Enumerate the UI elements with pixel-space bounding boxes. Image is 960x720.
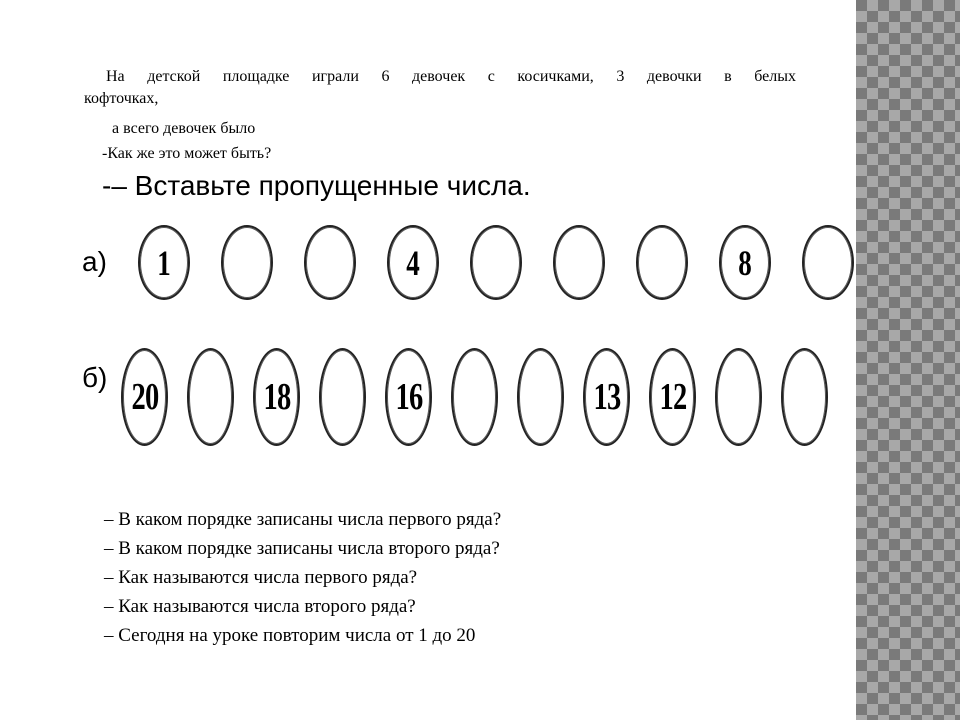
number-circle <box>517 348 564 446</box>
question-2: – В каком порядке записаны числа второго ряда? <box>104 538 500 559</box>
circle-number: 13 <box>593 376 620 418</box>
story-riddle-line: -Как же это может быть? <box>102 145 272 162</box>
number-circle <box>802 225 854 300</box>
circle-number: 8 <box>738 242 752 283</box>
number-circle <box>319 348 366 446</box>
number-circle <box>649 348 696 446</box>
question-4: – Как называются числа второго ряда? <box>104 596 416 617</box>
number-circle <box>121 348 168 446</box>
question-5: – Сегодня на уроке повторим числа от 1 до 20 <box>104 625 476 646</box>
story-line-2: кофточках, <box>84 90 159 107</box>
number-circle <box>451 348 498 446</box>
circle-number: 1 <box>157 242 171 283</box>
row-b-label: б) <box>82 362 108 393</box>
story-question-line: а всего девочек было <box>112 120 256 137</box>
row-a-circles <box>138 225 854 300</box>
number-circle <box>387 225 439 300</box>
row-a-label: а) <box>82 246 107 277</box>
number-circle <box>385 348 432 446</box>
circle-number: 4 <box>406 242 420 283</box>
question-list <box>104 505 501 650</box>
number-circle <box>719 225 771 300</box>
question-3: – Как называются числа первого ряда? <box>104 567 418 588</box>
number-circle <box>253 348 300 446</box>
number-circle <box>304 225 356 300</box>
decorative-side-stripe <box>856 0 960 720</box>
number-circle <box>715 348 762 446</box>
number-circle <box>470 225 522 300</box>
circle-number: 16 <box>395 376 422 418</box>
circle-number: 20 <box>131 376 158 418</box>
question-1: – В каком порядке записаны числа первого ряда? <box>104 509 502 530</box>
circle-number: 18 <box>263 376 290 418</box>
number-circle <box>636 225 688 300</box>
number-circle <box>138 225 190 300</box>
story-line-1: На детской площадке играли 6 девочек с косичками, 3 девочки в белых <box>106 68 796 85</box>
number-circle <box>553 225 605 300</box>
number-circle <box>187 348 234 446</box>
instruction-heading: -– Вставьте пропущенные числа. <box>102 170 531 201</box>
story-paragraph <box>84 66 796 110</box>
row-b-circles <box>121 348 828 446</box>
circle-number: 12 <box>659 376 686 418</box>
number-circle <box>583 348 630 446</box>
number-circle <box>221 225 273 300</box>
number-circle <box>781 348 828 446</box>
